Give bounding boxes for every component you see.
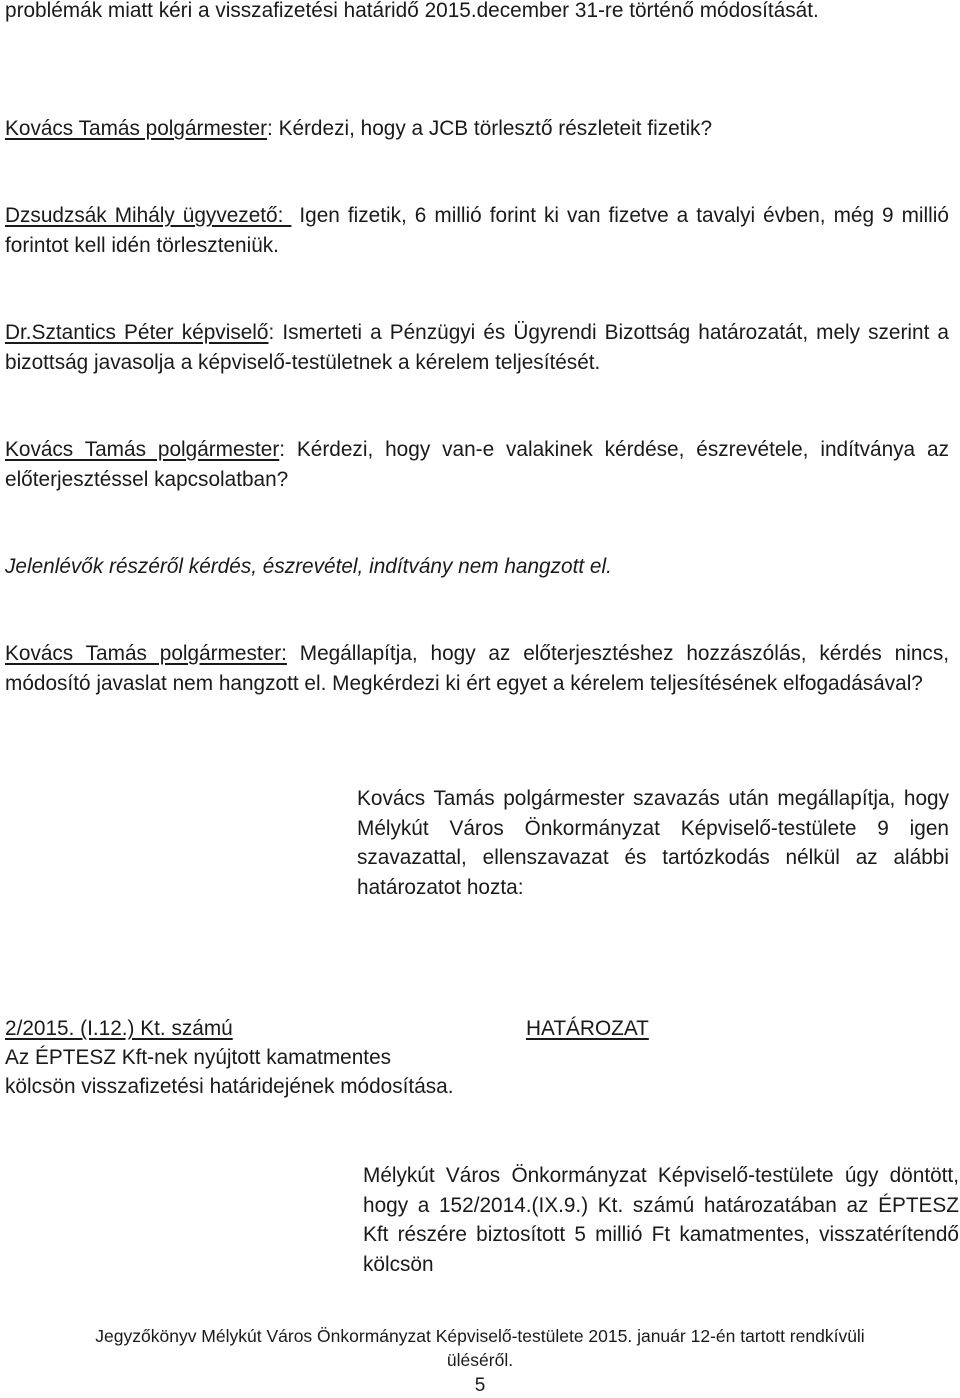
paragraph-request-continuation — [5, 0, 949, 26]
paragraph-mayor-question-jcb — [5, 114, 949, 144]
vote-result-text: Kovács Tamás polgármester szavazás után megállapítja, hogy Mélykút Város Önkormányzat Képviselő-testülete 9 igen szavazattal, ellenszavazat és tartózkodás nélkül az alábbi határozatot hozta: — [357, 787, 949, 899]
resolution-number: 2/2015. (I.12.) Kt. számú — [5, 1017, 233, 1040]
paragraph-committee-report — [5, 318, 949, 377]
resolution-body — [363, 1161, 959, 1279]
resolution-subject-line-1: Az ÉPTESZ Kft-nek nyújtott kamatmentes — [5, 1046, 392, 1069]
paragraph-no-remarks — [5, 552, 949, 582]
speaker-name: Kovács Tamás polgármester — [5, 438, 280, 461]
paragraph-text: : Kérdezi, hogy a JCB törlesztő részleteit fizetik? — [267, 117, 713, 140]
paragraph-mayor-statement — [5, 639, 949, 698]
paragraph-text: : Kérdezi, hogy van-e valakinek kérdése, észrevétele, indítványa az előterjesztéssel kapcsolatban? — [5, 438, 949, 491]
footer-line-1: Jegyzőkönyv Mélykút Város Önkormányzat Képviselő-testülete 2015. január 12-én tartott rendkívüli — [95, 1326, 865, 1346]
page-footer — [0, 1324, 960, 1372]
page-number: 5 — [474, 1375, 486, 1396]
resolution-subject-line-2: kölcsön visszafizetési határidejének módosítása. — [5, 1075, 454, 1098]
paragraph-text: problémák miatt kéri a visszafizetési határidő 2015.december 31-re történő módosítását. — [5, 0, 819, 22]
paragraph-text: : Ismerteti a Pénzügyi és Ügyrendi Bizottság határozatát, mely szerint a bizottság javasolja a képviselő-testületnek a kérelem teljesítését. — [5, 321, 949, 374]
paragraph-text: Megállapítja, hogy az előterjesztéshez hozzászólás, kérdés nincs, módosító javaslat nem hangzott el. Megkérdezi ki ért egyet a kérelem teljesítésének elfogadásával? — [5, 642, 949, 695]
paragraph-mayor-question-remarks — [5, 435, 949, 494]
speaker-name: Kovács Tamás polgármester: — [5, 642, 287, 665]
footer-line-2: üléséről. — [446, 1350, 514, 1370]
paragraph-text: Igen fizetik, 6 millió forint ki van fizetve a tavalyi évben, még 9 millió forintot kell idén törleszteniük. — [5, 204, 949, 257]
speaker-name: Dr.Sztantics Péter képviselő — [5, 321, 269, 344]
speaker-name: Kovács Tamás polgármester — [5, 117, 268, 140]
resolution-heading: HATÁROZAT — [526, 1017, 649, 1040]
vote-result — [357, 784, 949, 902]
paragraph-manager-answer — [5, 201, 949, 260]
speaker-name: Dzsudzsák Mihály ügyvezető: — [5, 204, 292, 227]
resolution-body-text: Mélykút Város Önkormányzat Képviselő-testülete úgy döntött, hogy a 152/2014.(IX.9.) Kt. számú határozatában az ÉPTESZ Kft részére biztosított 5 millió Ft kamatmentes, visszatérítendő kölcsön — [363, 1164, 959, 1276]
paragraph-text: Jelenlévők részéről kérdés, észrevétel, indítvány nem hangzott el. — [5, 555, 612, 578]
